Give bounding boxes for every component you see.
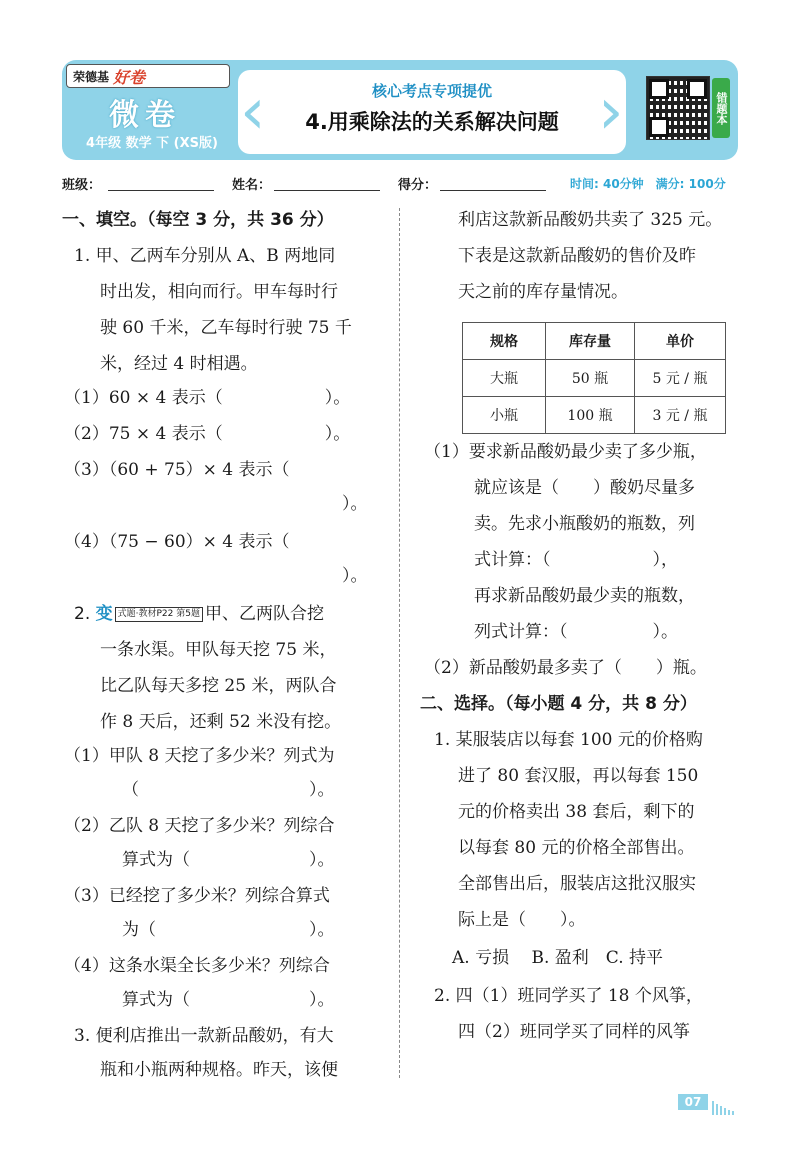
q3-sub-1-line-4[interactable]: 式计算：（ ），	[474, 550, 678, 570]
student-info-row	[62, 174, 742, 194]
table-header: 库存量	[546, 323, 635, 360]
stock-table	[462, 322, 726, 434]
choice-q1-line-3: 元的价格卖出 38 套后，剩下的	[458, 802, 695, 822]
q1-sub-4-end: ）。	[342, 566, 368, 586]
q2-line-4: 作 8 天后，还剩 52 米没有挖。	[100, 712, 342, 732]
chevron-left-icon: ‹	[240, 75, 266, 149]
q2-sub-4: （4）这条水渠全长多少米？列综合	[64, 956, 330, 976]
name-field[interactable]	[274, 190, 380, 191]
class-field[interactable]	[108, 190, 214, 191]
q3-sub-1-line-2[interactable]: 就应该是（ ）酸奶尽量多	[474, 478, 695, 498]
q1-line-1: 1. 甲、乙两车分别从 A、B 两地同	[74, 246, 336, 266]
choice-q2-line-2: 四（2）班同学买了同样的风筝	[458, 1022, 690, 1042]
table-row	[463, 360, 726, 397]
q2-sub-3-blank[interactable]: 为（ ）。	[122, 920, 335, 940]
q1-sub-1[interactable]: （1）60 × 4 表示（ ）。	[64, 388, 351, 408]
choice-q1-line-5: 全部售出后，服装店这批汉服实	[458, 874, 696, 894]
time-info: 时间: 40分钟 满分: 100分	[570, 177, 726, 191]
score-label: 得分：	[398, 178, 438, 193]
textbook-ref-tag: 式题·教材P22 第5题	[115, 607, 203, 622]
q1-sub-2[interactable]: （2）75 × 4 表示（ ）。	[64, 424, 351, 444]
q3-sub-1-line-6[interactable]: 列式计算：（ ）。	[474, 622, 678, 642]
qr-code-icon[interactable]	[646, 76, 710, 140]
q3-sub-1-line-3: 卖。先求小瓶酸奶的瓶数，列	[474, 514, 695, 534]
topic-title: 4.用乘除法的关系解决问题	[305, 110, 559, 134]
table-cell: 5 元 / 瓶	[635, 360, 726, 397]
q2-sub-2-blank[interactable]: 算式为（ ）。	[122, 850, 335, 870]
table-row	[463, 397, 726, 434]
q3-line-4: 下表是这款新品酸奶的售价及昨	[458, 246, 696, 266]
q2-line-3: 比乙队每天多挖 25 米，两队合	[100, 676, 337, 696]
q1-sub-4[interactable]: （4）（75 − 60）× 4 表示（	[64, 532, 290, 552]
q2-number: 2.	[74, 604, 91, 624]
q2-sub-4-blank[interactable]: 算式为（ ）。	[122, 990, 335, 1010]
q3-line-3: 利店这款新品酸奶共卖了 325 元。	[458, 210, 723, 230]
brand-box	[66, 64, 230, 88]
choice-q1-line-6[interactable]: 际上是（ ）。	[458, 910, 586, 930]
chevron-right-icon: ›	[598, 75, 624, 149]
q2-sub-2: （2）乙队 8 天挖了多少米？列综合	[64, 816, 335, 836]
q2-line-1-text: 甲、乙两队合挖	[204, 604, 324, 624]
table-cell: 大瓶	[463, 360, 546, 397]
q3-line-5: 天之前的库存量情况。	[458, 282, 628, 302]
page-bars-decoration	[712, 1096, 736, 1115]
brand-name: 荣德基	[73, 69, 110, 84]
table-header: 规格	[463, 323, 546, 360]
class-label: 班级：	[62, 178, 102, 193]
q1-sub-3-end: ）。	[342, 494, 368, 514]
choice-q2-line-1: 2. 四（1）班同学买了 18 个风筝，	[434, 986, 703, 1006]
q3-sub-2[interactable]: （2）新品酸奶最多卖了（ ）瓶。	[424, 658, 707, 678]
q1-line-2: 时出发，相向而行。甲车每时行	[100, 282, 338, 302]
table-header: 单价	[635, 323, 726, 360]
brand-logo: 好卷	[113, 67, 146, 87]
table-cell: 小瓶	[463, 397, 546, 434]
q1-line-4: 米，经过 4 时相遇。	[100, 354, 258, 374]
grade-label: 4年级 数学 下 (XS版)	[86, 136, 218, 151]
choice-q1-line-2: 进了 80 套汉服，再以每套 150	[458, 766, 699, 786]
column-divider	[399, 208, 400, 1078]
table-cell: 50 瓶	[546, 360, 635, 397]
table-header-row	[463, 323, 726, 360]
q1-sub-3[interactable]: （3）（60 + 75）× 4 表示（	[64, 460, 290, 480]
variant-badge: 变	[95, 604, 113, 624]
section-1-title: 一、填空。（每空 3 分，共 36 分）	[62, 210, 334, 230]
q3-sub-1-line-5: 再求新品酸奶最少卖的瓶数，	[474, 586, 695, 606]
kicker-title: 核心考点专项提优	[371, 82, 492, 100]
section-2-title: 二、选择。（每小题 4 分，共 8 分）	[420, 694, 697, 714]
page-number: 07	[678, 1094, 708, 1110]
name-label: 姓名：	[232, 178, 272, 193]
series-title: 微卷	[109, 98, 181, 133]
q3-line-1: 3. 便利店推出一款新品酸奶，有大	[74, 1026, 334, 1046]
q3-line-2: 瓶和小瓶两种规格。昨天，该便	[100, 1060, 338, 1080]
table-cell: 3 元 / 瓶	[635, 397, 726, 434]
table-cell: 100 瓶	[546, 397, 635, 434]
q1-line-3: 驶 60 千米，乙车每时行驶 75 千	[100, 318, 352, 338]
q2-sub-1-blank[interactable]: （ ）。	[122, 780, 335, 800]
choice-q1-line-1: 1. 某服装店以每套 100 元的价格购	[434, 730, 703, 750]
q2-sub-1: （1）甲队 8 天挖了多少米？列式为	[64, 746, 335, 766]
choice-q1-line-4: 以每套 80 元的价格全部售出。	[458, 838, 695, 858]
q3-sub-1: （1）要求新品酸奶最少卖了多少瓶，	[424, 442, 707, 462]
q2-line-1	[74, 602, 324, 626]
choice-q1-options[interactable]: A. 亏损 B. 盈利 C. 持平	[452, 948, 663, 968]
score-field[interactable]	[440, 190, 546, 191]
error-book-label: 错题本	[712, 78, 730, 138]
q2-sub-3: （3）已经挖了多少米？列综合算式	[64, 886, 330, 906]
q2-line-2: 一条水渠。甲队每天挖 75 米，	[100, 640, 337, 660]
